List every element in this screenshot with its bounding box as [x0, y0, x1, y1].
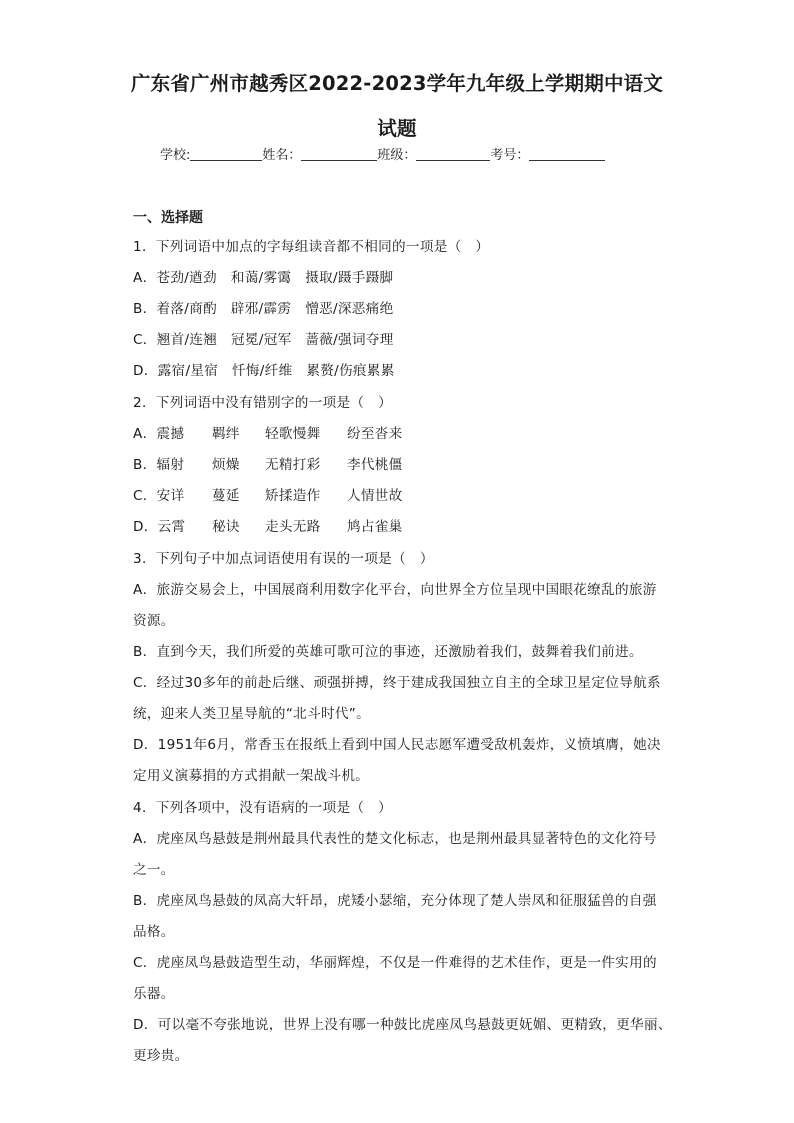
- option-cell: 羁绊: [212, 426, 240, 442]
- option-cell: C．安详: [133, 488, 185, 504]
- question-1-option-a: A．苍劲/遒劲 和蔼/雾霭 摄取/蹑手蹑脚: [133, 270, 394, 286]
- question-2-option-b: [133, 453, 403, 473]
- question-4-option-c-line1: C．虎座凤鸟悬鼓造型生动，华丽辉煌，不仅是一件难得的艺术佳作，更是一件实用的: [133, 955, 657, 971]
- question-4-option-d-line2: 更珍贵。: [133, 1048, 189, 1064]
- name-blank[interactable]: [301, 147, 377, 161]
- question-2-option-d: [133, 515, 403, 535]
- class-blank[interactable]: [416, 147, 490, 161]
- number-blank[interactable]: [529, 147, 605, 161]
- document-title-line1: 广东省广州市越秀区2022-2023学年九年级上学期期中语文: [130, 72, 664, 95]
- question-2-option-c: [133, 484, 403, 504]
- name-label: 姓名：: [262, 148, 302, 163]
- question-4-option-a-line2: 之一。: [133, 862, 175, 878]
- option-cell: 蔓延: [212, 488, 240, 504]
- option-cell: 轻歌慢舞: [265, 426, 321, 442]
- question-3-option-c-line2: 统，迎来人类卫星导航的“北斗时代”。: [133, 706, 370, 722]
- option-cell: A．震撼: [133, 426, 185, 442]
- option-cell: 无精打彩: [265, 457, 321, 473]
- question-3-option-d-line2: 定用义演募捐的方式捐献一架战斗机。: [133, 768, 370, 784]
- option-cell: 纷至沓来: [347, 426, 403, 442]
- question-1-option-c: C．翘首/连翘 冠冕/冠军 蔷薇/强词夺理: [133, 332, 394, 348]
- question-3-option-a-line2: 资源。: [133, 613, 175, 629]
- student-info-row: [160, 144, 605, 163]
- question-4-option-b-line2: 品格。: [133, 924, 175, 940]
- question-1-option-d: D．露宿/星宿 忏悔/纤维 累赘/伤痕累累: [133, 363, 395, 379]
- question-4-option-a-line1: A．虎座凤鸟悬鼓是荆州最具代表性的楚文化标志，也是荆州最具显著特色的文化符号: [133, 831, 657, 847]
- option-cell: B．辐射: [133, 457, 185, 473]
- question-4-stem: 4．下列各项中，没有语病的一项是（ ）: [133, 800, 393, 816]
- section-heading: 一、选择题: [133, 210, 203, 226]
- question-2-option-a: [133, 422, 403, 442]
- question-3-stem: 3．下列句子中加点词语使用有误的一项是（ ）: [133, 551, 434, 567]
- option-cell: 人情世故: [347, 488, 403, 504]
- option-cell: 走头无路: [265, 519, 321, 535]
- question-3-option-c-line1: C．经过30多年的前赴后继、顽强拼搏，终于建成我国独立自主的全球卫星定位导航系: [133, 675, 661, 691]
- question-1-stem: 1．下列词语中加点的字每组读音都不相同的一项是（ ）: [133, 239, 490, 255]
- class-label: 班级：: [377, 148, 417, 163]
- question-4-option-b-line1: B．虎座凤鸟悬鼓的凤高大轩昂，虎矮小瑟缩，充分体现了楚人崇凤和征服猛兽的自强: [133, 893, 657, 909]
- number-label: 考号：: [490, 148, 530, 163]
- option-cell: 矫揉造作: [265, 488, 321, 504]
- question-3-option-a-line1: A．旅游交易会上，中国展商利用数字化平台，向世界全方位呈现中国眼花缭乱的旅游: [133, 582, 657, 598]
- option-cell: 鸠占雀巢: [347, 519, 403, 535]
- question-1-option-b: B．着落/商酌 辟邪/霹雳 憎恶/深恶痛绝: [133, 301, 394, 317]
- question-4-option-d-line1: D．可以毫不夸张地说，世界上没有哪一种鼓比虎座凤鸟悬鼓更妩媚、更精致，更华丽、: [133, 1017, 672, 1033]
- option-cell: 秘诀: [212, 519, 240, 535]
- school-label: 学校:: [160, 148, 191, 163]
- option-cell: 烦燥: [212, 457, 240, 473]
- option-cell: 李代桃僵: [347, 457, 403, 473]
- question-3-option-b: B．直到今天，我们所爱的英雄可歌可泣的事迹，还激励着我们，鼓舞着我们前进。: [133, 644, 643, 660]
- document-title-line2: 试题: [377, 117, 417, 140]
- question-2-stem: 2．下列词语中没有错别字的一项是（ ）: [133, 395, 393, 411]
- question-4-option-c-line2: 乐器。: [133, 986, 175, 1002]
- question-3-option-d-line1: D．1951年6月，常香玉在报纸上看到中国人民志愿军遭受敌机轰炸，义愤填膺，她决: [133, 737, 661, 753]
- option-cell: D．云霄: [133, 519, 186, 535]
- school-blank[interactable]: [190, 147, 262, 161]
